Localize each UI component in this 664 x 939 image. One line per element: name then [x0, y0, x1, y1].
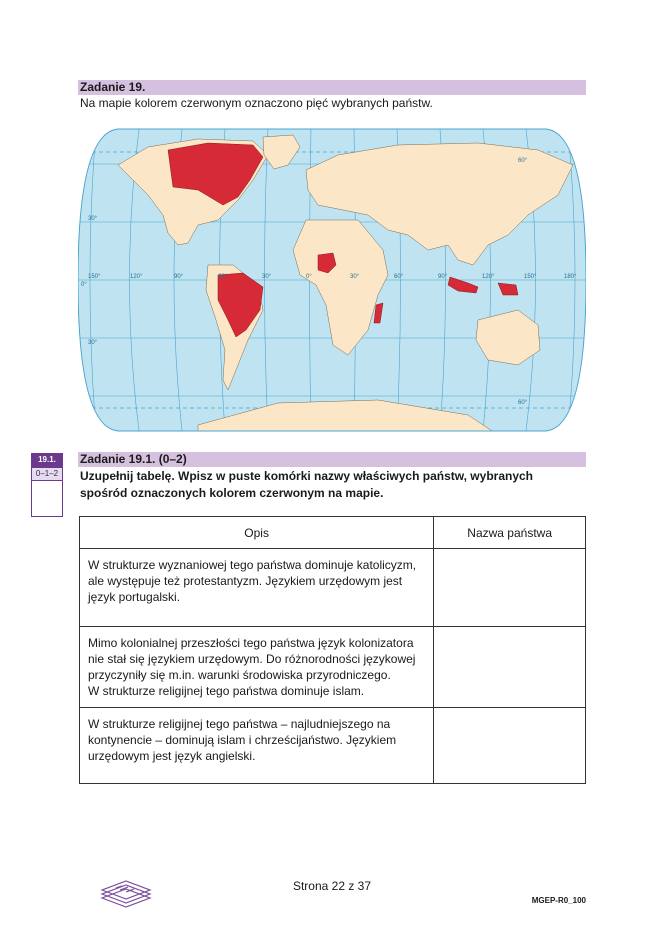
header-country-name: Nazwa państwa: [434, 517, 586, 549]
lon-label: 60°: [218, 274, 228, 280]
description-line: nie stał się językiem urzędowym. Do różnorodności językowej: [88, 652, 416, 666]
table-header-row: [80, 517, 586, 549]
page-number: Strona 22 z 37: [292, 879, 372, 893]
table-row: [80, 627, 586, 708]
lat-label: 60°: [518, 400, 528, 406]
subtask-title: Zadanie 19.1. (0–2): [78, 452, 586, 467]
answer-cell[interactable]: [434, 627, 586, 708]
lon-label: 90°: [174, 274, 184, 280]
world-map: [78, 125, 586, 435]
lat-label: 30°: [88, 216, 98, 222]
lat-label: 0°: [81, 282, 87, 288]
table-row: [80, 549, 586, 627]
description-line: kontynencie – dominują islam i chrześcijaństwo. Językiem: [88, 733, 397, 747]
lon-label: 60°: [394, 274, 404, 280]
task-intro: Na mapie kolorem czerwonym oznaczono pięć wybranych państw.: [80, 96, 433, 110]
description-cell: [80, 549, 434, 627]
lon-label: 30°: [350, 274, 360, 280]
answer-cell[interactable]: [434, 708, 586, 784]
answer-cell[interactable]: [434, 549, 586, 627]
score-box: [31, 481, 63, 517]
description-line: urzędowym jest język angielski.: [88, 749, 256, 763]
lon-label: 30°: [262, 274, 272, 280]
lon-label: 120°: [130, 274, 143, 280]
description-line: ale występuje też protestantyzm. Językiem urzędowym jest: [88, 574, 403, 588]
description-line: W strukturze religijnej tego państwa dominuje islam.: [88, 684, 365, 698]
lat-label: 30°: [88, 340, 98, 346]
lon-label: 150°: [524, 274, 537, 280]
description-line: W strukturze wyznaniowej tego państwa dominuje katolicyzm,: [88, 558, 417, 572]
subtask-number-badge: 19.1.: [31, 453, 63, 467]
subtask-points-badge: 0–1–2: [31, 467, 63, 481]
answer-table: [79, 516, 586, 784]
lon-label: 180°: [564, 274, 577, 280]
exam-code: MGEP-R0_100: [531, 896, 586, 905]
lon-label: 90°: [438, 274, 448, 280]
description-line: język portugalski.: [88, 590, 181, 604]
description-cell: [80, 708, 434, 784]
description-line: przyczyniły się m.in. warunki środowiska przyrodniczego.: [88, 668, 391, 682]
lat-label: 60°: [518, 158, 528, 164]
lon-label: 0°: [306, 274, 312, 280]
description-line: Mimo kolonialnej przeszłości tego państwa język kolonizatora: [88, 636, 414, 650]
lon-label: 120°: [482, 274, 495, 280]
description-cell: [80, 627, 434, 708]
description-line: W strukturze religijnej tego państwa – najludniejszego na: [88, 717, 391, 731]
table-row: [80, 708, 586, 784]
task-title: Zadanie 19.: [78, 80, 586, 95]
subtask-instruction: Uzupełnij tabelę. Wpisz w puste komórki nazwy właściwych państw, wybranych: [80, 469, 533, 483]
header-description: Opis: [80, 517, 434, 549]
lon-label: 150°: [88, 274, 101, 280]
subtask-instruction: spośród oznaczonych kolorem czerwonym na mapie.: [80, 486, 384, 500]
